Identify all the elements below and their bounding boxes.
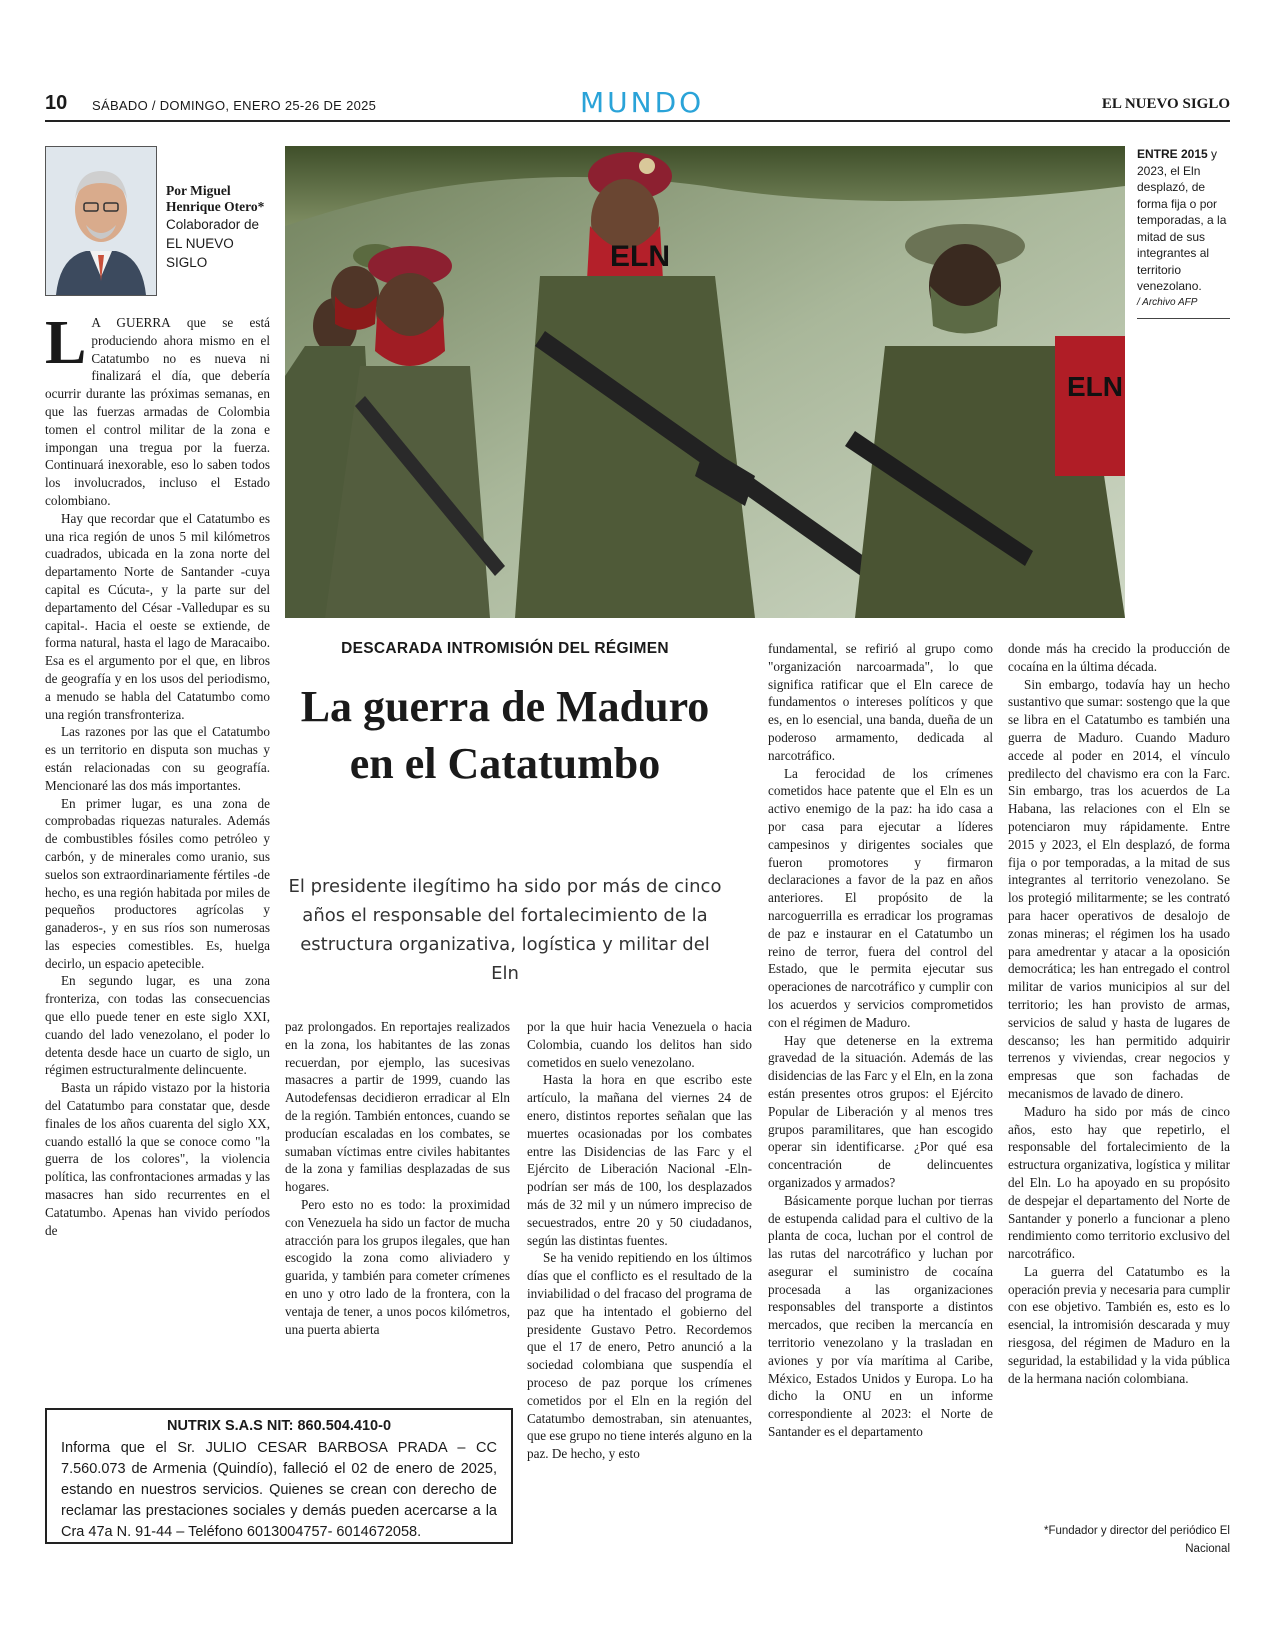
guerrillas-photo-illustration	[285, 146, 1125, 618]
article-paragraph: Basta un rápido vistazo por la historia del Catatumbo para constatar que, desde finales de los años cuarenta del siglo XX, cuando estalló la que se conoce como "la guerra de los colores", la violencia política, las confrontaciones armadas y las masacres han sido recurrentes en el Catatumbo. Apenas han vivido períodos de	[45, 1080, 270, 1238]
author-footnote: *Fundador y director del periódico El Nacional	[1043, 1525, 1230, 1555]
author-role: Colaborador de EL NUEVO SIGLO	[166, 217, 260, 270]
header-rule	[45, 120, 1230, 122]
article-paragraph: donde más ha crecido la producción de cocaína en la última década.	[1008, 641, 1230, 674]
article-column-1	[45, 314, 270, 1389]
article-paragraph: La ferocidad de los crímenes cometidos hace patente que el Eln es un activo enemigo de la paz: ha ido casa a por casa para ejecutar a líderes campesinos y dirigentes sociales que fueron promotores y firmaron declaraciones a favor de la paz en años anteriores. El propósito de la narcoguerrilla es erradicar los programas de paz e instaurar en el Catatumbo un reino de terror, fuera del control del Estado, que le permita ejecutar sus operaciones de narcotráfico y cumplir con los acuerdos y servicios comprometidos con el régimen de Maduro.	[768, 765, 993, 1030]
article-paragraph: Hay que recordar que el Catatumbo es una rica región de unos 5 mil kilómetros cuadrados, ubicada en la zona norte del departamento Norte de Santander -cuya capital es Cúcuta-, y la parte sur del departamento del César -Valledupar es su capital-. Hacia el oeste se extiende, de forma natural, hasta el lago de Maracaibo. Esa es el argumento por el que, en libros de geografía y en los usos del periodismo, a menudo se habla del Catatumbo como una región transfronteriza.	[45, 510, 270, 722]
article-paragraph: paz prolongados. En reportajes realizados en la zona, los habitantes de las zonas recuerdan, por ejemplo, las sucesivas masacres a partir de 1999, cuando las Autodefensas decidieron erradicar al Eln de la región. También entonces, cuando se producían escaladas en los combates, se sumaban víctimas entre civiles habitantes de la zona y familias desplazadas de sus hogares.	[285, 1019, 510, 1195]
caption-rule	[1137, 318, 1230, 319]
notice-title: NUTRIX S.A.S NIT: 860.504.410-0	[166, 1418, 392, 1434]
article-paragraph: La guerra del Catatumbo es la operación previa y necesaria para cumplir con ese objetivo. También es, esto es lo esencial, la intromisión descarada y muy riesgosa, del régimen de Maduro en la seguridad, la estabilidad y la vida pública de la hermana nación colombiana.	[1008, 1263, 1230, 1386]
article-paragraph: Básicamente porque luchan por tierras de estupenda calidad para el cultivo de la planta de coca, luchan por el control de las rutas del narcotráfico y luchan por asegurar el suministro de cocaína procesada a las organizaciones responsables del transporte a distintos mercados, que reciben la mercancía en territorio venezolano y la trasladan en aviones y por vía marítima al Caribe, México, Estados Unidos y Europa. Lo ha dicho la ONU en un informe correspondiente al 2023: el Norte de Santander es el departamento	[768, 1192, 993, 1440]
page-number: 10	[45, 92, 68, 114]
author-portrait-illustration	[46, 147, 156, 295]
lead-caps: A GUERRA	[91, 315, 171, 330]
legal-notice-box	[45, 1408, 513, 1544]
armband-text-right: ELN	[1067, 371, 1123, 402]
article-column-4	[768, 640, 993, 1548]
article-deck: El presidente ilegítimo ha sido por más de cinco años el responsable del fortalecimiento de la estructura organizativa, logística y militar del Eln	[288, 876, 722, 984]
article-paragraph: L A GUERRA que se está produciendo ahora mismo en el Catatumbo no es nueva ni finalizará el día, que debería ocurrir durante las próximas semanas, en que las fuerzas armadas de Colombia tomen el control militar de la zona e impongan una tregua por la fuerza. Continuará inexorable, eso lo saben todos los involucrados, incluso el Estado colombiano.	[45, 314, 270, 508]
author-name: Por Miguel Henrique Otero*	[166, 183, 265, 214]
article-paragraph: Se ha venido repitiendo en los últimos días que el conflicto es el resultado de la inviabilidad o del fracaso del programa de paz que ha intentado el gobierno del presidente Gustavo Petro. Recordemos que el 17 de enero, Petro anunció a la sociedad colombiana que suspendía el proceso de paz porque los crímenes cometidos por el Eln en la región del Catatumbo demostraban, sin atenuantes, que ese grupo no tiene interés alguno en la paz. De hecho, y esto	[527, 1250, 752, 1462]
issue-date: SÁBADO / DOMINGO, ENERO 25-26 DE 2025	[92, 98, 377, 113]
author-byline	[166, 183, 276, 272]
article-paragraph: Pero esto no es todo: la proximidad con Venezuela ha sido un factor de mucha atracción para los grupos ilegales, que han escogido la zona como aliviadero y guarida, y también para cometer crímenes en uno y otro lado de la frontera, con la ventaja de tener, a unos pocos kilómetros, una puerta abierta	[285, 1196, 510, 1337]
caption-lead: ENTRE 2015	[1137, 147, 1208, 161]
drop-cap: L	[45, 314, 87, 377]
article-paragraph: fundamental, se refirió al grupo como "organización narcoarmada", lo que significa ratificar que el Eln carece de fundamentos o intereses políticos y que es, en lo esencial, una banda, dueña de un poderoso armamento, dedicada al narcotráfico.	[768, 641, 993, 763]
article-paragraph: Hay que detenerse en la extrema gravedad de la situación. Además de las disidencias de las Farc y el Eln, en la zona están presentes otros grupos: el Ejército Popular de Liberación y al menos tres grupos paramilitares, que han escogido operar sin identificarse. ¿Por qué esa concentración de delincuentes organizados y armados?	[768, 1032, 993, 1190]
article-column-3	[527, 1018, 752, 1548]
article-paragraph: por la que huir hacia Venezuela o hacia Colombia, cuando los delitos han sido cometidos en suelo venezolano.	[527, 1019, 752, 1070]
article-paragraph: Hasta la hora en que escribo este artículo, la mañana del viernes 24 de enero, distintos reportes señalan que las muertes ocasionadas por los combates entre las Disidencias de las Farc y el Ejército de Liberación Nacional -Eln- podrían ser más de 100, los desplazados más de 32 mil y un número impreciso de secuestrados, entre 20 y 50 ciudadanos, según las distintas fuentes.	[527, 1072, 752, 1248]
article-paragraph: En primer lugar, es una zona de comprobadas riquezas naturales. Además de combustibles fósiles como petróleo y carbón, y de minerales como uranio, sus suelos son extraordinariamente fértiles -de hecho, es una región habitada por miles de pequeños productores agrícolas y ganaderos-, y en sus ríos son numerosas las especies comestibles. Es, huelga decirlo, un espacio apetecible.	[45, 795, 270, 971]
article-headline: La guerra de Maduro en el Catatumbo	[300, 682, 710, 788]
notice-body: Informa que el Sr. JULIO CESAR BARBOSA PRADA – CC 7.560.073 de Armenia (Quindío), falleció el 02 de enero de 2025, estando en nuestros servicios. Quienes se crean con derecho de reclamar las prestaciones sociales y demás pueden acercarse a la Cra 47a N. 91-44 – Teléfono 6013004757- 6014672058.	[61, 1440, 497, 1540]
article-column-2	[285, 1018, 510, 1390]
caption-text: y 2023, el Eln desplazó, de forma fija o por temporadas, a la mitad de sus integrantes al territorio venezolano.	[1137, 147, 1227, 293]
article-paragraph: Maduro ha sido por más de cinco años, esto hay que repetirlo, el responsable del fortalecimiento de la estructura organizativa, logística y militar del Eln. Lo ha apoyado en su propósito de despejar el departamento del Norte de Santander y ponerlo a funcionar a pleno rendimiento como territorio exclusivo del narcotráfico.	[1008, 1103, 1230, 1262]
armband-text: ELN	[610, 240, 670, 273]
article-paragraph: Sin embargo, todavía hay un hecho sustantivo que sumar: sostengo que la que se libra en el Catatumbo es también una guerra de Maduro. Cuando Maduro accede al poder en 2014, el vínculo predilecto del chavismo era con la Farc. Sin embargo, tras los acuerdos de La Habana, las relaciones con el Eln se potenciaron muy rápidamente. Entre 2015 y 2023, el Eln desplazó, de forma fija o por temporadas, a la mitad de sus integrantes al territorio venezolano. Se los protegió militarmente; se les contrató para hacer operativos de desalojo de zonas mineras; el régimen los ha usado para amedrentar y atacar a la oposición democrática; les han entregado el control militar de varios municipios al sur del territorio; les han provisto de armas, servicios de salud y hasta de lugares de descanso; les han permitido adquirir terrenos y viviendas, crear negocios y empresas que son fachadas de mecanismos de lavado de dinero.	[1008, 676, 1230, 1101]
main-photo	[285, 146, 1125, 618]
article-kicker: DESCARADA INTROMISIÓN DEL RÉGIMEN	[341, 640, 669, 657]
caption-credit: / Archivo AFP	[1137, 296, 1198, 308]
photo-caption	[1137, 146, 1229, 311]
article-paragraph: Las razones por las que el Catatumbo es un territorio en disputa son muchas y están relacionadas con su geografía. Mencionaré las dos más importantes.	[45, 724, 270, 793]
section-title: MUNDO	[580, 86, 705, 119]
masthead: EL NUEVO SIGLO	[1101, 96, 1230, 112]
article-column-5	[1008, 640, 1230, 1520]
article-paragraph: En segundo lugar, es una zona fronteriza, con todas las consecuencias que ello puede tener en este siglo XXI, cuando del lado venezolano, el poder lo detenta desde hace un cuarto de siglo, un régimen estructuralmente delincuente.	[45, 973, 270, 1078]
author-photo	[45, 146, 157, 296]
